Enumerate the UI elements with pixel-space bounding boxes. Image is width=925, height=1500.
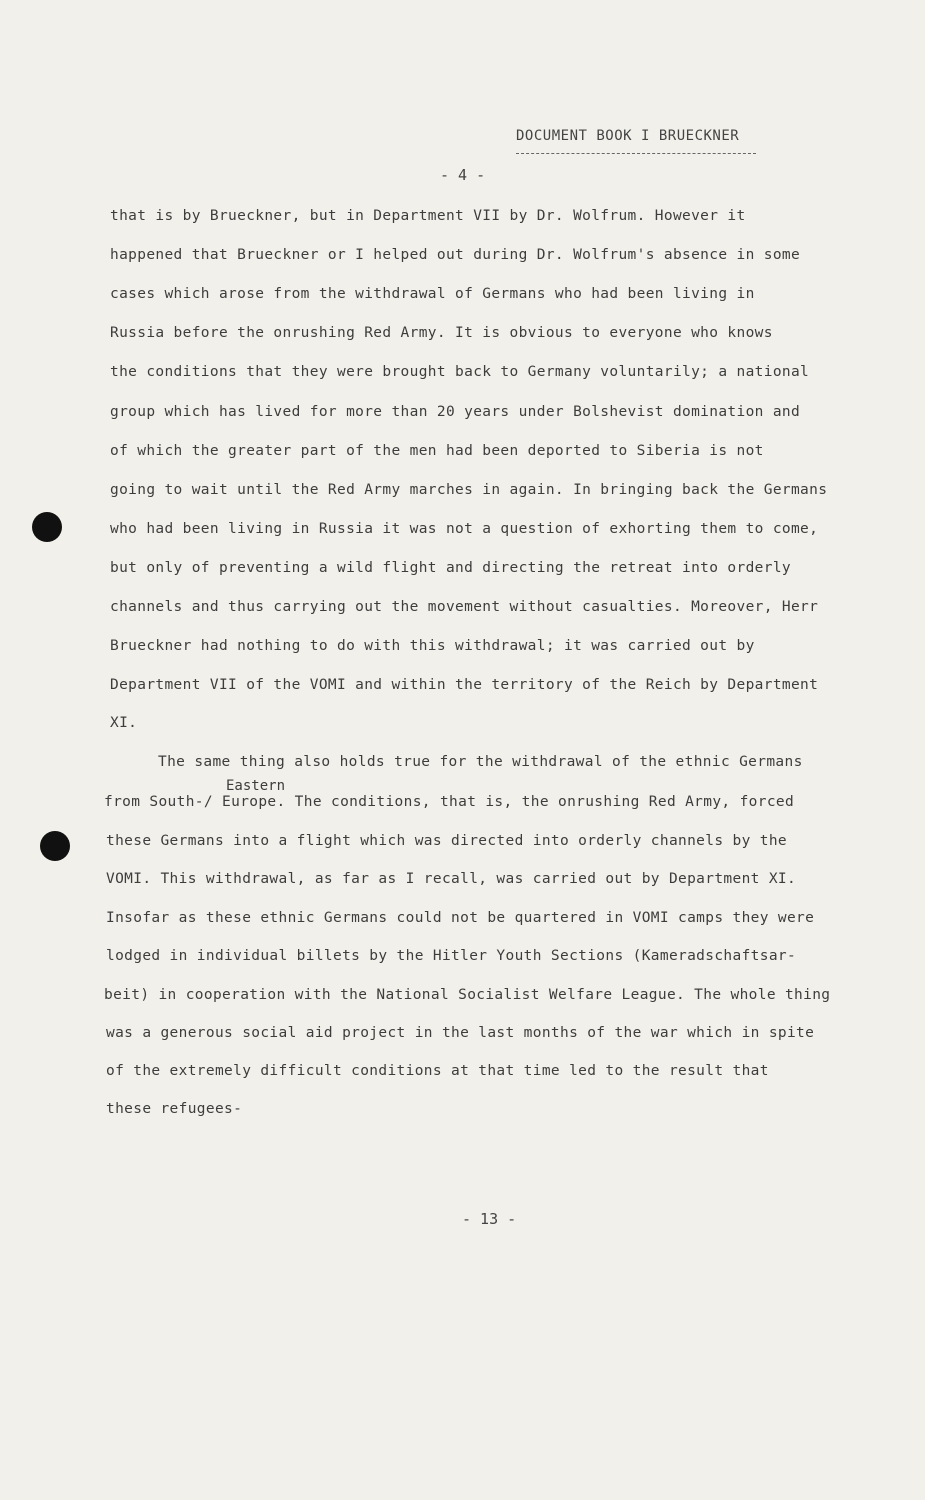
text-line: happened that Brueckner or I helped out during Dr. Wolfrum's absence in some (110, 247, 801, 263)
text-line: channels and thus carrying out the movement without casualties. Moreover, Herr (110, 599, 819, 615)
text-line: VOMI. This withdrawal, as far as I recall, was carried out by Department XI. (106, 871, 797, 887)
handwritten-insertion: Eastern (226, 778, 286, 794)
text-line: who had been living in Russia it was not a question of exhorting them to come, (110, 521, 819, 537)
punch-hole (40, 831, 70, 861)
text-line: these refugees- (106, 1101, 243, 1117)
text-line: of which the greater part of the men had been deported to Siberia is not (110, 443, 764, 459)
text-line: Insofar as these ethnic Germans could not be quartered in VOMI camps they were (106, 910, 815, 926)
text-line: these Germans into a flight which was directed into orderly channels by the (106, 833, 787, 849)
punch-hole (32, 512, 62, 542)
text-line: but only of preventing a wild flight and directing the retreat into orderly (110, 560, 791, 576)
text-line: beit) in cooperation with the National Socialist Welfare League. The whole thing (104, 987, 831, 1003)
text-line: of the extremely difficult conditions at that time led to the result that (106, 1063, 769, 1079)
text-line: Russia before the onrushing Red Army. It is obvious to everyone who knows (110, 325, 773, 341)
text-line: Brueckner had nothing to do with this withdrawal; it was carried out by (110, 638, 755, 654)
text-line: group which has lived for more than 20 years under Bolshevist domination and (110, 404, 801, 420)
text-line: the conditions that they were brought back to Germany voluntarily; a national (110, 364, 810, 380)
text-line: The same thing also holds true for the withdrawal of the ethnic Germans (158, 754, 803, 770)
page-marker: - 4 - (440, 166, 486, 184)
text-line: cases which arose from the withdrawal of Germans who had been living in (110, 286, 755, 302)
text-line: was a generous social aid project in the last months of the war which in spite (106, 1025, 815, 1041)
text-line: going to wait until the Red Army marches in again. In bringing back the Germans (110, 482, 828, 498)
header-underline (516, 153, 756, 154)
text-line: lodged in individual billets by the Hitler Youth Sections (Kameradschaftsar- (106, 948, 797, 964)
text-line: from South-/ Europe. The conditions, that is, the onrushing Red Army, forced (104, 794, 795, 810)
page-number: - 13 - (462, 1210, 517, 1228)
text-line: that is by Brueckner, but in Department VII by Dr. Wolfrum. However it (110, 208, 746, 224)
document-header: DOCUMENT BOOK I BRUECKNER (516, 128, 740, 144)
text-line: Department VII of the VOMI and within the territory of the Reich by Department (110, 677, 819, 693)
text-line: XI. (110, 715, 138, 731)
